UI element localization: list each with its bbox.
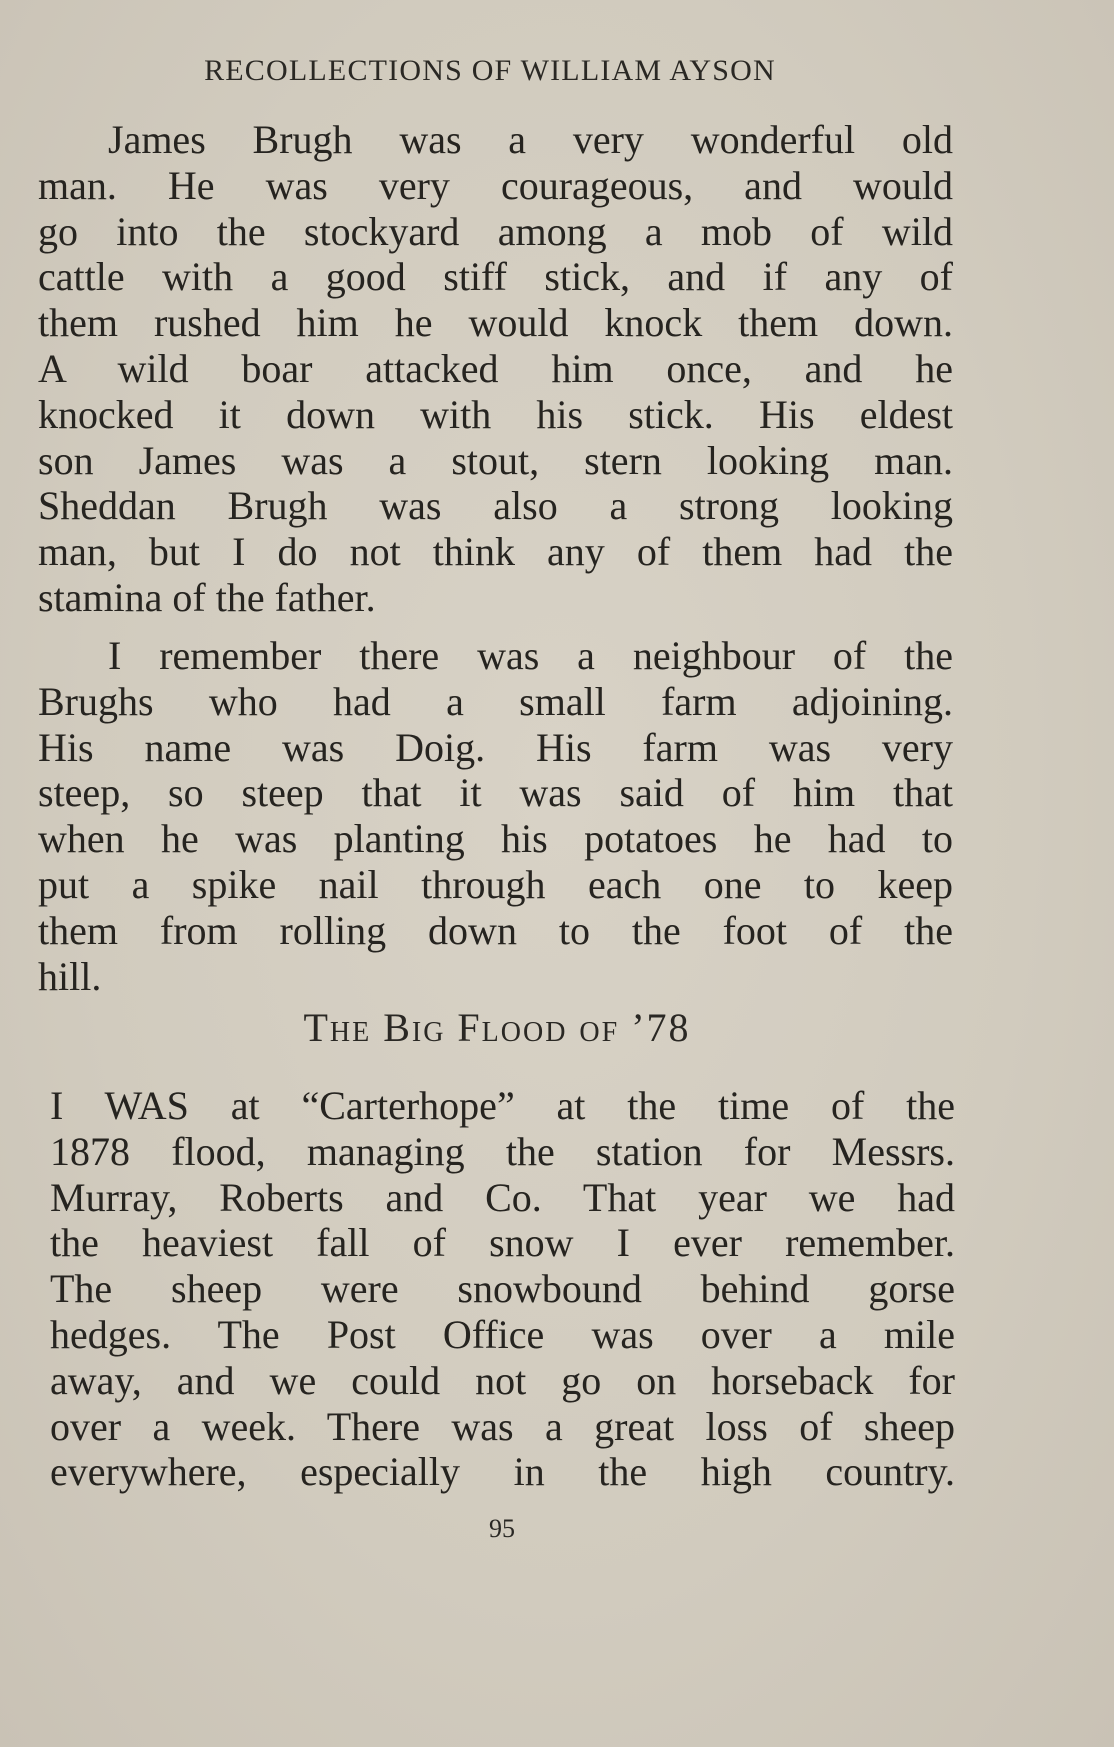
- paragraph-doig: [38, 633, 953, 999]
- paragraph-brugh: [38, 117, 953, 621]
- running-head: RECOLLECTIONS OF WILLIAM AYSON: [204, 54, 776, 87]
- text-line: 1878 flood, managing the station for Messrs.: [50, 1128, 955, 1174]
- text-line: steep, so steep that it was said of him that: [38, 770, 953, 816]
- text-line: everywhere, especially in the high country.: [50, 1449, 955, 1495]
- text-line: son James was a stout, stern looking man.: [38, 437, 953, 483]
- text-line: when he was planting his potatoes he had to: [38, 816, 953, 862]
- text-line: them from rolling down to the foot of the: [38, 907, 953, 953]
- text-line: His name was Doig. His farm was very: [38, 724, 953, 770]
- text-line: hedges. The Post Office was over a mile: [50, 1311, 955, 1357]
- text-line: Murray, Roberts and Co. That year we had: [50, 1174, 955, 1220]
- paragraph-flood: [50, 1083, 955, 1495]
- text-line: them rushed him he would knock them down.: [38, 300, 953, 346]
- text-line: man, but I do not think any of them had the: [38, 529, 953, 575]
- text-line: James Brugh was a very wonderful old: [108, 117, 953, 162]
- text-line: away, and we could not go on horseback for: [50, 1357, 955, 1403]
- page-number: 95: [489, 1514, 515, 1543]
- text-line: I remember there was a neighbour of the: [108, 633, 953, 678]
- text-line: man. He was very courageous, and would: [38, 162, 953, 208]
- section-heading-text: The Big Flood of ’78: [303, 1005, 691, 1050]
- text-line: Sheddan Brugh was also a strong looking: [38, 483, 953, 529]
- text-line: stamina of the father.: [38, 574, 376, 620]
- text-line: hill.: [38, 953, 102, 999]
- text-line: the heaviest fall of snow I ever remember.: [50, 1220, 955, 1266]
- text-line: I WAS at “Carterhope” at the time of the: [50, 1083, 955, 1128]
- text-line: over a week. There was a great loss of sheep: [50, 1403, 955, 1449]
- text-line: go into the stockyard among a mob of wild: [38, 208, 953, 254]
- text-line: A wild boar attacked him once, and he: [38, 345, 953, 391]
- text-line: knocked it down with his stick. His eldest: [38, 391, 953, 437]
- text-line: The sheep were snowbound behind gorse: [50, 1266, 955, 1312]
- text-line: put a spike nail through each one to keep: [38, 861, 953, 907]
- text-line: cattle with a good stiff stick, and if any of: [38, 254, 953, 300]
- text-line: Brughs who had a small farm adjoining.: [38, 678, 953, 724]
- section-heading: [0, 1004, 1114, 1051]
